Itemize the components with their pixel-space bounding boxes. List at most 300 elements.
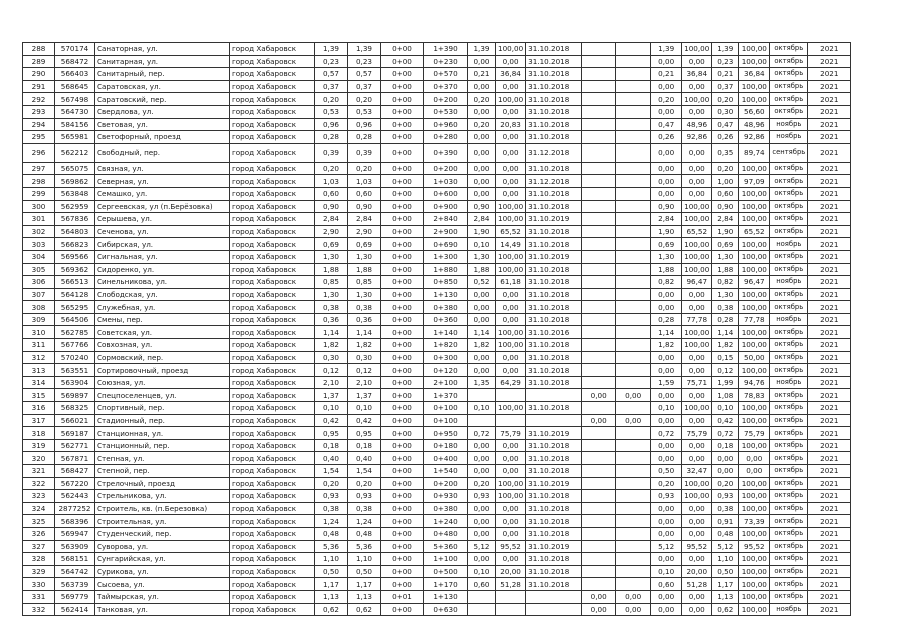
cell-fact-percent: 0,00 (682, 55, 712, 68)
cell-row-number: 324 (23, 502, 55, 515)
cell-repair-date: 31.10.2018 (526, 351, 582, 364)
cell-repair-date: 31.10.2018 (526, 553, 582, 566)
cell-repair-date: 31.12.2018 (526, 143, 582, 162)
cell-repaired-length (468, 603, 496, 616)
cell-month: октябрь (770, 80, 808, 93)
table-row (23, 162, 851, 175)
cell-road-name: Стадионный, пер. (95, 414, 230, 427)
cell-road-name: Советская, ул. (95, 326, 230, 339)
cell-road-name: Степной, пер. (95, 465, 230, 478)
cell-locality: город Хабаровск (230, 477, 315, 490)
cell-repair-date: 31.10.2018 (526, 80, 582, 93)
cell-length-km: 0,48 (348, 527, 381, 540)
cell-length-total: 2,10 (315, 376, 348, 389)
cell-year: 2021 (808, 313, 851, 326)
cell-end-km: 2+840 (424, 213, 468, 226)
cell-length-total: 0,23 (315, 55, 348, 68)
cell-repair-date: 31.10.2018 (526, 225, 582, 238)
cell-norm-percent (616, 527, 651, 540)
cell-repaired-length: 5,12 (468, 540, 496, 553)
cell-length-km: 0,28 (348, 131, 381, 144)
cell-repaired-length: 1,14 (468, 326, 496, 339)
cell-repaired-length: 0,00 (468, 187, 496, 200)
cell-road-name: Северная, ул. (95, 175, 230, 188)
cell-plan-length: 0,37 (712, 80, 739, 93)
cell-plan-percent: 100,00 (739, 213, 770, 226)
cell-length-km: 1,03 (348, 175, 381, 188)
cell-road-id: 563909 (55, 540, 95, 553)
cell-repair-date: 31.12.2018 (526, 175, 582, 188)
cell-plan-percent: 100,00 (739, 565, 770, 578)
cell-start-km: 0+00 (381, 105, 424, 118)
cell-repaired-length: 0,00 (468, 131, 496, 144)
cell-length-total: 1,30 (315, 250, 348, 263)
cell-road-id: 570174 (55, 43, 95, 56)
cell-plan-length: 0,28 (712, 313, 739, 326)
cell-fact-percent: 92,86 (682, 131, 712, 144)
cell-month: октябрь (770, 200, 808, 213)
cell-fact-percent: 0,00 (682, 389, 712, 402)
cell-repair-date: 31.10.2018 (526, 301, 582, 314)
cell-year: 2021 (808, 439, 851, 452)
cell-month: ноябрь (770, 313, 808, 326)
cell-road-name: Светофорный, проезд (95, 131, 230, 144)
cell-start-km: 0+00 (381, 80, 424, 93)
cell-norm-percent (616, 162, 651, 175)
cell-start-km: 0+00 (381, 55, 424, 68)
cell-month: октябрь (770, 515, 808, 528)
cell-repair-date: 31.10.2018 (526, 364, 582, 377)
cell-plan-length: 0,50 (712, 565, 739, 578)
roads-table (22, 42, 851, 616)
cell-repaired-length: 0,90 (468, 200, 496, 213)
cell-end-km: 0+630 (424, 603, 468, 616)
cell-plan-percent: 94,76 (739, 376, 770, 389)
cell-plan-length: 0,35 (712, 143, 739, 162)
cell-row-number: 319 (23, 439, 55, 452)
cell-fact-percent: 100,00 (682, 402, 712, 415)
cell-length-km: 2,84 (348, 213, 381, 226)
cell-month: октябрь (770, 465, 808, 478)
cell-norm-percent (616, 326, 651, 339)
cell-end-km: 0+200 (424, 93, 468, 106)
cell-month: октябрь (770, 162, 808, 175)
cell-length-km: 0,30 (348, 351, 381, 364)
cell-month: октябрь (770, 225, 808, 238)
table-row (23, 55, 851, 68)
cell-month: октябрь (770, 427, 808, 440)
table-row (23, 276, 851, 289)
cell-plan-percent: 48,96 (739, 118, 770, 131)
cell-year: 2021 (808, 80, 851, 93)
cell-norm-length (582, 477, 616, 490)
cell-length-km: 0,96 (348, 118, 381, 131)
cell-repaired-length: 1,39 (468, 43, 496, 56)
cell-plan-length: 0,93 (712, 490, 739, 503)
cell-row-number: 296 (23, 143, 55, 162)
cell-repaired-length: 0,00 (468, 351, 496, 364)
cell-plan-length: 0,60 (712, 187, 739, 200)
cell-norm-percent (616, 351, 651, 364)
cell-road-id: 567871 (55, 452, 95, 465)
cell-start-km: 0+00 (381, 339, 424, 352)
cell-end-km: 0+850 (424, 276, 468, 289)
table-row (23, 339, 851, 352)
cell-repaired-percent: 95,52 (496, 540, 526, 553)
cell-norm-percent (616, 55, 651, 68)
cell-repair-date (526, 590, 582, 603)
cell-repaired-length: 0,00 (468, 502, 496, 515)
cell-norm-percent (616, 68, 651, 81)
cell-repaired-percent: 100,00 (496, 339, 526, 352)
cell-row-number: 294 (23, 118, 55, 131)
cell-month: ноябрь (770, 603, 808, 616)
cell-norm-length: 0,00 (582, 603, 616, 616)
cell-norm-length (582, 465, 616, 478)
cell-length-km: 0,90 (348, 200, 381, 213)
cell-norm-percent (616, 439, 651, 452)
cell-road-name: Свободный, пер. (95, 143, 230, 162)
cell-locality: город Хабаровск (230, 439, 315, 452)
cell-repair-date: 31.10.2018 (526, 43, 582, 56)
cell-road-name: Сеченова, ул. (95, 225, 230, 238)
cell-end-km: 0+120 (424, 364, 468, 377)
cell-length-km: 1,54 (348, 465, 381, 478)
cell-repaired-length: 0,00 (468, 288, 496, 301)
cell-start-km: 0+00 (381, 603, 424, 616)
cell-repaired-length (468, 414, 496, 427)
cell-year: 2021 (808, 250, 851, 263)
cell-year: 2021 (808, 162, 851, 175)
cell-norm-percent (616, 578, 651, 591)
cell-row-number: 327 (23, 540, 55, 553)
table-row (23, 250, 851, 263)
cell-length-km: 0,62 (348, 603, 381, 616)
cell-plan-percent: 36,84 (739, 68, 770, 81)
cell-locality: город Хабаровск (230, 175, 315, 188)
cell-repaired-length: 0,00 (468, 364, 496, 377)
cell-road-id: 566021 (55, 414, 95, 427)
cell-norm-length (582, 439, 616, 452)
cell-repair-date: 31.10.2019 (526, 250, 582, 263)
cell-plan-percent: 100,00 (739, 250, 770, 263)
cell-end-km: 1+100 (424, 553, 468, 566)
cell-norm-percent (616, 452, 651, 465)
cell-norm-length (582, 175, 616, 188)
cell-locality: город Хабаровск (230, 131, 315, 144)
cell-plan-percent: 100,00 (739, 93, 770, 106)
cell-fact-percent: 0,00 (682, 187, 712, 200)
cell-repair-date: 31.10.2019 (526, 213, 582, 226)
cell-start-km: 0+00 (381, 402, 424, 415)
cell-fact-length: 0,10 (651, 402, 682, 415)
cell-repaired-percent: 0,00 (496, 143, 526, 162)
cell-plan-length: 0,10 (712, 402, 739, 415)
cell-norm-percent (616, 43, 651, 56)
cell-repaired-percent: 0,00 (496, 131, 526, 144)
cell-fact-percent: 100,00 (682, 326, 712, 339)
cell-month: октябрь (770, 578, 808, 591)
cell-road-name: Станционная, ул. (95, 427, 230, 440)
cell-fact-percent: 0,00 (682, 590, 712, 603)
cell-length-km: 1,10 (348, 553, 381, 566)
cell-plan-length: 0,90 (712, 200, 739, 213)
cell-repaired-length: 0,10 (468, 565, 496, 578)
cell-length-km: 0,10 (348, 402, 381, 415)
cell-repaired-percent: 0,00 (496, 288, 526, 301)
cell-fact-length: 0,00 (651, 351, 682, 364)
cell-road-id: 564742 (55, 565, 95, 578)
cell-month: октябрь (770, 288, 808, 301)
cell-year: 2021 (808, 339, 851, 352)
cell-plan-percent: 75,79 (739, 427, 770, 440)
cell-year: 2021 (808, 213, 851, 226)
cell-road-id: 568151 (55, 553, 95, 566)
cell-fact-percent: 65,52 (682, 225, 712, 238)
cell-road-id: 567766 (55, 339, 95, 352)
cell-fact-percent: 0,00 (682, 553, 712, 566)
cell-length-km: 0,85 (348, 276, 381, 289)
table-row (23, 301, 851, 314)
cell-end-km: 0+960 (424, 118, 468, 131)
cell-length-km: 0,38 (348, 301, 381, 314)
cell-end-km: 1+170 (424, 578, 468, 591)
cell-length-km: 1,88 (348, 263, 381, 276)
cell-month: октябрь (770, 553, 808, 566)
cell-length-km: 0,23 (348, 55, 381, 68)
cell-locality: город Хабаровск (230, 339, 315, 352)
cell-start-km: 0+00 (381, 225, 424, 238)
cell-locality: город Хабаровск (230, 527, 315, 540)
cell-locality: город Хабаровск (230, 313, 315, 326)
cell-norm-length: 0,00 (582, 414, 616, 427)
cell-row-number: 317 (23, 414, 55, 427)
cell-plan-percent: 100,00 (739, 527, 770, 540)
cell-month: сентябрь (770, 143, 808, 162)
cell-row-number: 309 (23, 313, 55, 326)
cell-end-km: 0+950 (424, 427, 468, 440)
cell-repaired-length: 0,00 (468, 55, 496, 68)
cell-norm-percent (616, 93, 651, 106)
cell-start-km: 0+00 (381, 43, 424, 56)
cell-plan-percent: 100,00 (739, 339, 770, 352)
cell-norm-percent: 0,00 (616, 590, 651, 603)
cell-year: 2021 (808, 565, 851, 578)
cell-repair-date (526, 389, 582, 402)
cell-month: октябрь (770, 527, 808, 540)
cell-road-name: Санитарный, пер. (95, 68, 230, 81)
cell-fact-percent: 0,00 (682, 143, 712, 162)
cell-repaired-length: 0,20 (468, 118, 496, 131)
cell-repaired-percent: 100,00 (496, 326, 526, 339)
table-row (23, 553, 851, 566)
cell-repaired-length: 0,00 (468, 162, 496, 175)
cell-year: 2021 (808, 143, 851, 162)
cell-locality: город Хабаровск (230, 301, 315, 314)
cell-fact-length: 0,00 (651, 55, 682, 68)
cell-locality: город Хабаровск (230, 351, 315, 364)
cell-fact-percent: 0,00 (682, 502, 712, 515)
cell-repaired-length: 0,20 (468, 477, 496, 490)
cell-year: 2021 (808, 364, 851, 377)
cell-plan-length: 1,88 (712, 263, 739, 276)
cell-road-id: 569947 (55, 527, 95, 540)
cell-repaired-percent: 0,00 (496, 313, 526, 326)
cell-norm-percent (616, 80, 651, 93)
cell-plan-length: 1,17 (712, 578, 739, 591)
cell-locality: город Хабаровск (230, 414, 315, 427)
cell-plan-percent: 73,39 (739, 515, 770, 528)
cell-month: ноябрь (770, 276, 808, 289)
cell-plan-percent: 89,74 (739, 143, 770, 162)
cell-plan-percent: 50,00 (739, 351, 770, 364)
cell-repair-date: 31.10.2018 (526, 263, 582, 276)
table-row (23, 288, 851, 301)
cell-repair-date: 31.10.2018 (526, 200, 582, 213)
cell-road-name: Сысоева, ул. (95, 578, 230, 591)
cell-norm-percent: 0,00 (616, 414, 651, 427)
cell-fact-length: 1,59 (651, 376, 682, 389)
cell-repair-date: 31.10.2018 (526, 376, 582, 389)
cell-length-total: 0,60 (315, 187, 348, 200)
table-row (23, 540, 851, 553)
cell-repaired-percent (496, 389, 526, 402)
cell-month: октябрь (770, 502, 808, 515)
cell-locality: город Хабаровск (230, 55, 315, 68)
cell-plan-length: 1,90 (712, 225, 739, 238)
cell-norm-percent (616, 213, 651, 226)
cell-fact-percent: 100,00 (682, 43, 712, 56)
cell-start-km: 0+00 (381, 131, 424, 144)
cell-fact-length: 0,00 (651, 553, 682, 566)
cell-repair-date: 31.10.2018 (526, 502, 582, 515)
cell-length-km: 0,20 (348, 477, 381, 490)
cell-fact-length: 0,28 (651, 313, 682, 326)
cell-fact-length: 0,00 (651, 162, 682, 175)
cell-norm-percent (616, 565, 651, 578)
cell-norm-length (582, 313, 616, 326)
cell-length-total: 0,37 (315, 80, 348, 93)
cell-locality: город Хабаровск (230, 105, 315, 118)
cell-month: октябрь (770, 213, 808, 226)
cell-norm-percent (616, 238, 651, 251)
cell-norm-percent (616, 288, 651, 301)
cell-month: октябрь (770, 439, 808, 452)
table-row (23, 225, 851, 238)
cell-norm-length (582, 502, 616, 515)
cell-locality: город Хабаровск (230, 263, 315, 276)
cell-road-name: Санитарная, ул. (95, 55, 230, 68)
cell-repair-date: 31.10.2019 (526, 540, 582, 553)
cell-plan-percent: 100,00 (739, 578, 770, 591)
cell-repaired-percent: 51,28 (496, 578, 526, 591)
cell-road-id: 566403 (55, 68, 95, 81)
cell-norm-percent (616, 339, 651, 352)
cell-repaired-percent: 36,84 (496, 68, 526, 81)
cell-norm-length (582, 118, 616, 131)
cell-fact-percent: 0,00 (682, 351, 712, 364)
cell-plan-length: 0,00 (712, 465, 739, 478)
cell-repair-date: 31.10.2018 (526, 402, 582, 415)
cell-month: октябрь (770, 540, 808, 553)
cell-start-km: 0+00 (381, 527, 424, 540)
cell-repaired-length: 0,21 (468, 68, 496, 81)
cell-length-total: 0,69 (315, 238, 348, 251)
cell-length-total: 0,39 (315, 143, 348, 162)
cell-fact-length: 0,00 (651, 175, 682, 188)
cell-norm-percent (616, 200, 651, 213)
cell-year: 2021 (808, 427, 851, 440)
cell-year: 2021 (808, 465, 851, 478)
cell-start-km: 0+00 (381, 490, 424, 503)
table-row (23, 326, 851, 339)
cell-month: октябрь (770, 477, 808, 490)
cell-repaired-length: 2,84 (468, 213, 496, 226)
cell-end-km: 0+230 (424, 55, 468, 68)
cell-plan-percent: 0,00 (739, 452, 770, 465)
cell-norm-length (582, 200, 616, 213)
cell-norm-length (582, 351, 616, 364)
cell-norm-length (582, 376, 616, 389)
cell-month: октябрь (770, 175, 808, 188)
cell-fact-length: 0,26 (651, 131, 682, 144)
cell-month: октябрь (770, 590, 808, 603)
cell-month: октябрь (770, 351, 808, 364)
cell-end-km: 0+900 (424, 200, 468, 213)
cell-repair-date: 31.10.2016 (526, 326, 582, 339)
cell-year: 2021 (808, 55, 851, 68)
cell-road-id: 567220 (55, 477, 95, 490)
cell-plan-percent: 77,78 (739, 313, 770, 326)
cell-repaired-percent: 0,00 (496, 364, 526, 377)
cell-year: 2021 (808, 326, 851, 339)
cell-repaired-percent: 100,00 (496, 263, 526, 276)
cell-norm-percent (616, 263, 651, 276)
cell-plan-percent: 65,52 (739, 225, 770, 238)
cell-fact-length: 0,00 (651, 515, 682, 528)
cell-repaired-percent: 0,00 (496, 452, 526, 465)
cell-repaired-length: 0,00 (468, 452, 496, 465)
cell-repaired-percent: 20,83 (496, 118, 526, 131)
cell-plan-length: 0,91 (712, 515, 739, 528)
cell-locality: город Хабаровск (230, 427, 315, 440)
cell-start-km: 0+00 (381, 452, 424, 465)
cell-norm-length (582, 131, 616, 144)
table-row (23, 313, 851, 326)
cell-row-number: 307 (23, 288, 55, 301)
cell-locality: город Хабаровск (230, 143, 315, 162)
cell-repaired-percent: 0,00 (496, 465, 526, 478)
table-row (23, 364, 851, 377)
cell-start-km: 0+00 (381, 427, 424, 440)
cell-row-number: 331 (23, 590, 55, 603)
table-row (23, 238, 851, 251)
cell-length-total: 1,24 (315, 515, 348, 528)
cell-fact-length: 0,00 (651, 414, 682, 427)
cell-year: 2021 (808, 131, 851, 144)
cell-norm-length (582, 213, 616, 226)
cell-locality: город Хабаровск (230, 288, 315, 301)
cell-fact-percent: 0,00 (682, 414, 712, 427)
cell-norm-length (582, 515, 616, 528)
cell-locality: город Хабаровск (230, 578, 315, 591)
cell-start-km: 0+00 (381, 502, 424, 515)
cell-road-name: Сергеевская, ул (п.Берёзовка) (95, 200, 230, 213)
cell-plan-length: 1,08 (712, 389, 739, 402)
cell-start-km: 0+00 (381, 313, 424, 326)
cell-locality: город Хабаровск (230, 603, 315, 616)
cell-repaired-length: 0,60 (468, 578, 496, 591)
